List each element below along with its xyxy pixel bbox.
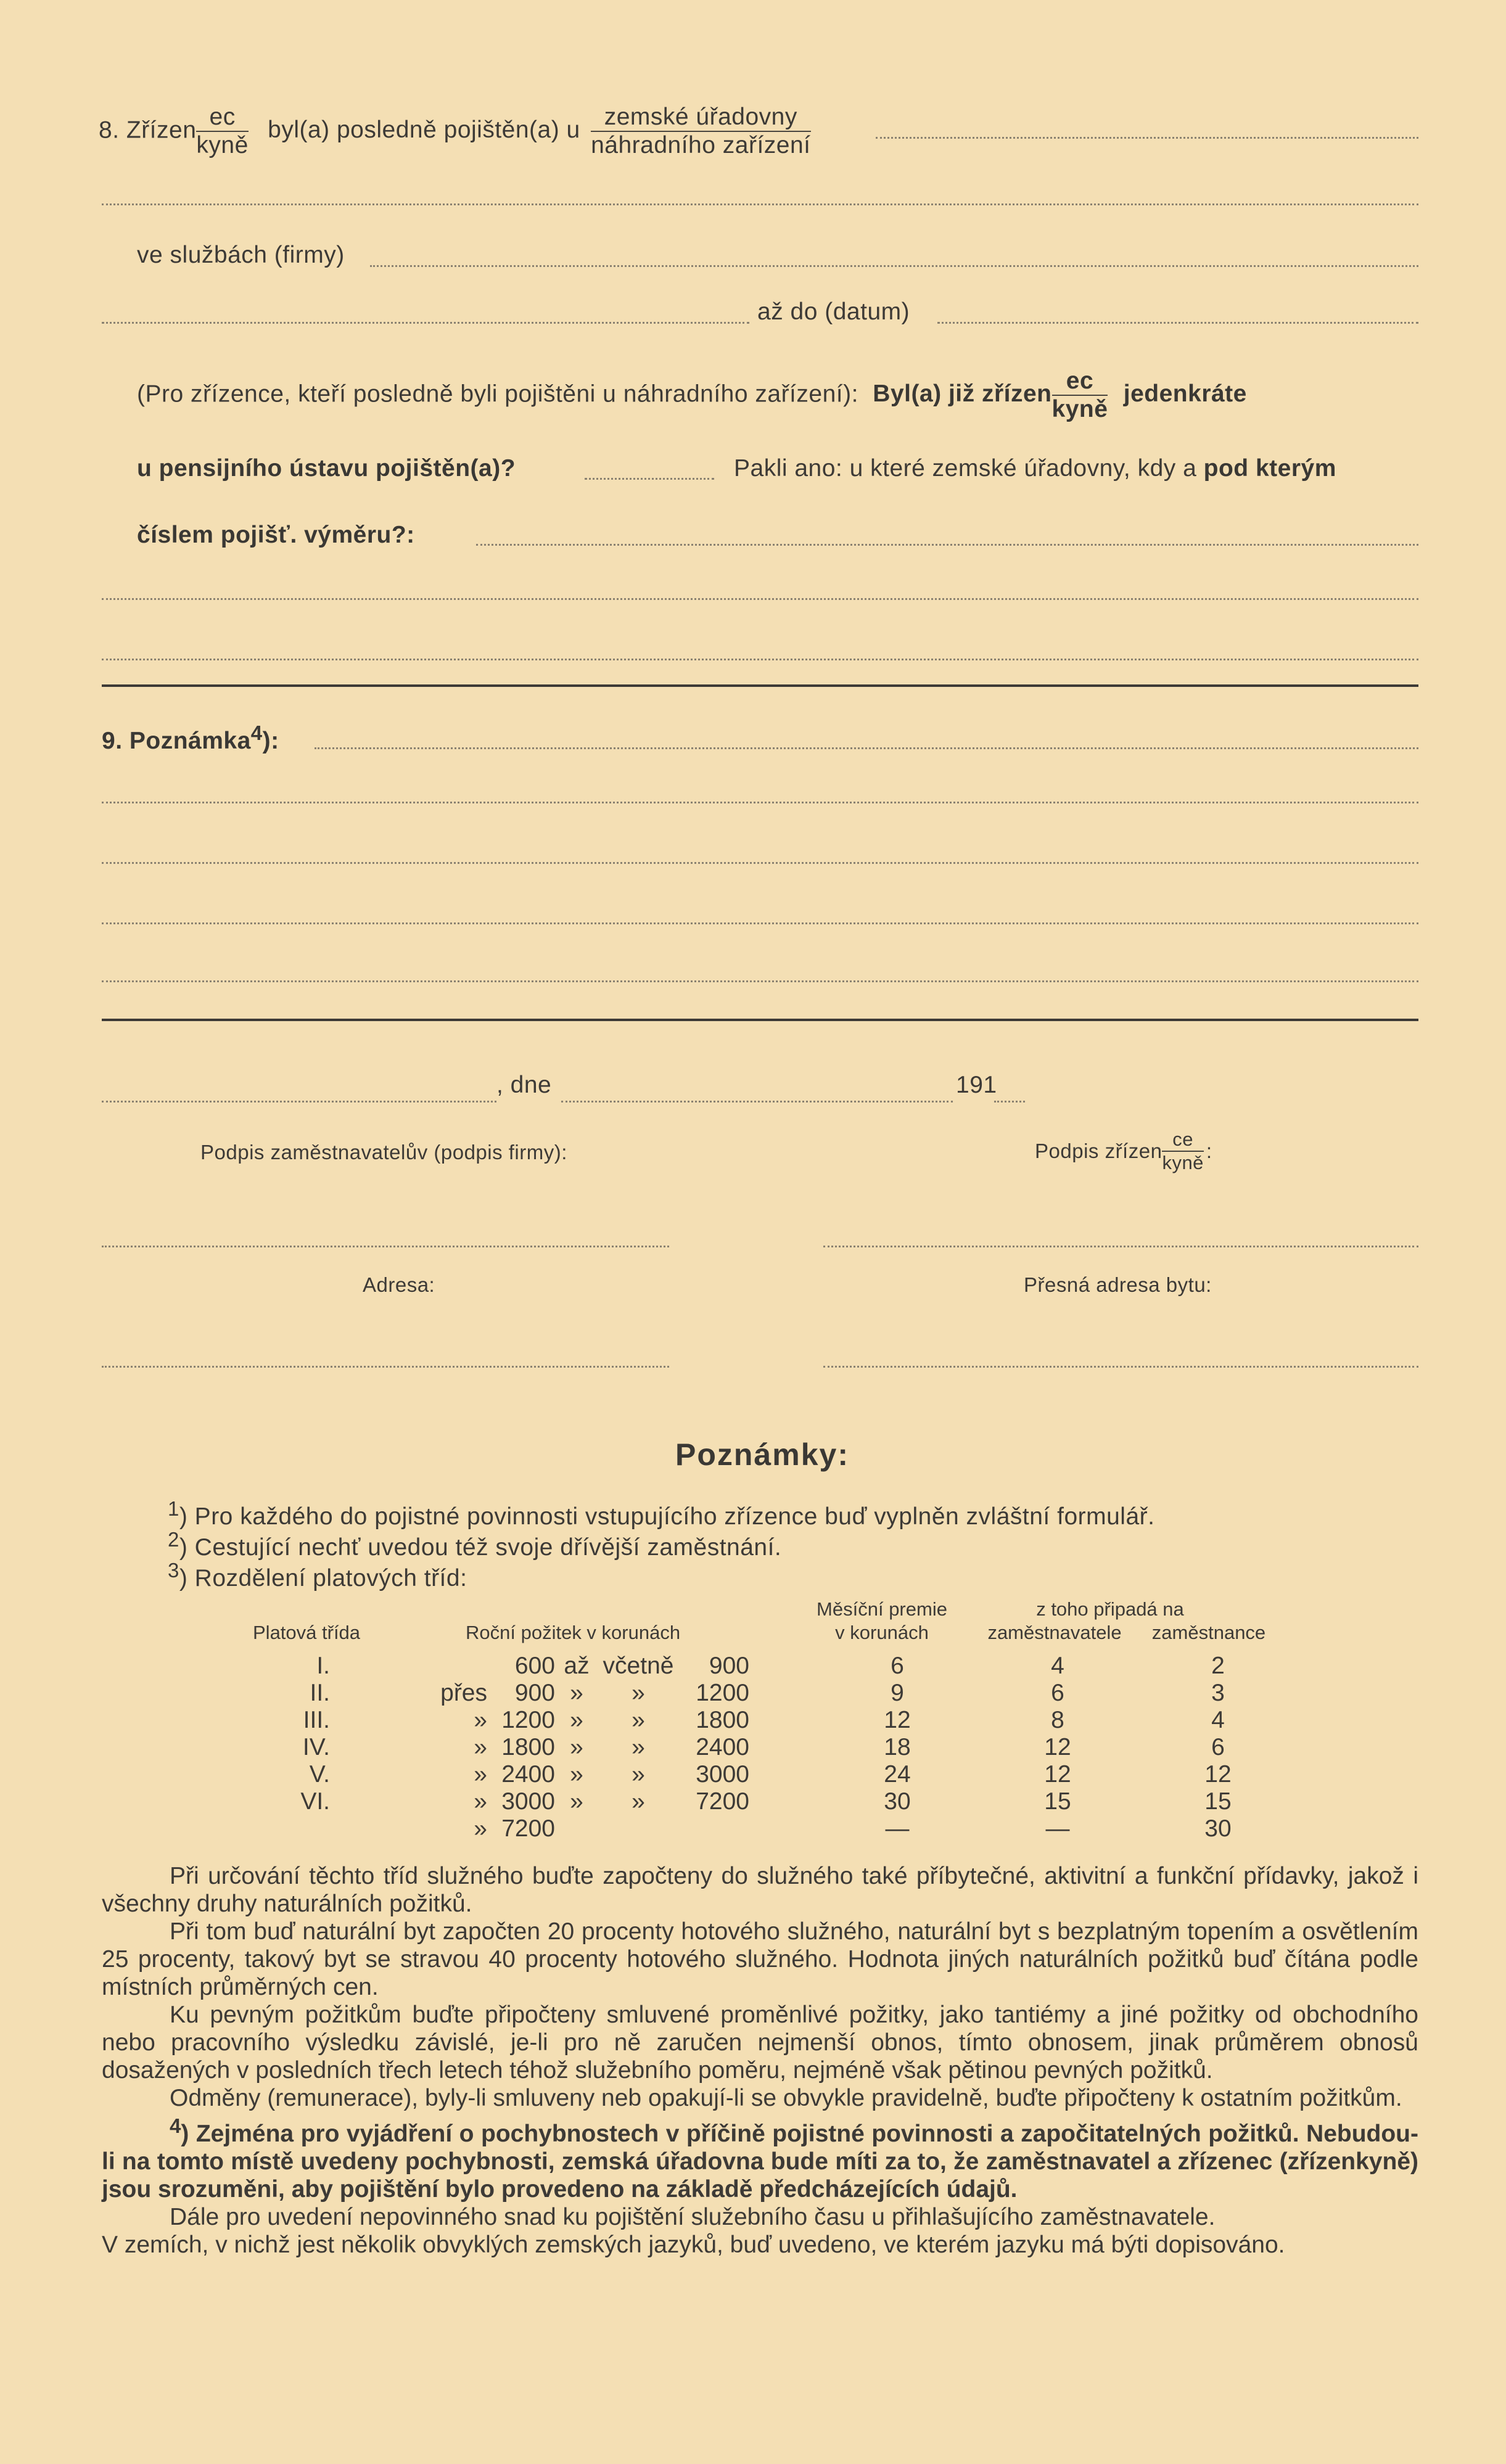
- note-1: [168, 1497, 1154, 1530]
- q8-number-field[interactable]: [476, 544, 1418, 546]
- cell-employer: 8: [1051, 1707, 1064, 1733]
- cell-employee: 6: [1211, 1734, 1225, 1760]
- q8-pension: u pensijního ústavu pojištěn(a)?: [137, 455, 516, 482]
- cell-prefix: »: [474, 1734, 487, 1760]
- note-1-ref: 1: [168, 1497, 179, 1520]
- q8-ifyes-line: [734, 455, 1336, 482]
- section-divider-2: [102, 1019, 1418, 1021]
- q8-pension-field[interactable]: [585, 478, 714, 480]
- q8-until-field[interactable]: [937, 322, 1418, 324]
- cell-sep: »: [570, 1680, 583, 1706]
- q8-fill-line-2[interactable]: [102, 203, 1418, 205]
- cell-sep2: »: [632, 1680, 645, 1706]
- q8-frac2-bot: náhradního zařízení: [591, 132, 811, 158]
- cell-sep: »: [570, 1788, 583, 1815]
- paragraph-6: Dále pro uvedení nepovinného snad ku pojištění služebního času u přihlašujícího zaměstnavatele.: [170, 2204, 1216, 2230]
- year-prefix: 191: [956, 1072, 997, 1098]
- cell-sep: až: [564, 1653, 590, 1679]
- cell-from: 1200: [501, 1707, 555, 1733]
- cell-sep: »: [570, 1734, 583, 1760]
- cell-class: IV.: [302, 1734, 330, 1760]
- section-divider-1: [102, 684, 1418, 687]
- cell-class: VI.: [300, 1788, 330, 1815]
- employee-address-field[interactable]: [823, 1366, 1418, 1368]
- q9-field-4[interactable]: [102, 922, 1418, 924]
- notes-title: Poznámky:: [675, 1437, 849, 1472]
- cell-sep2: včetně: [603, 1653, 674, 1679]
- cell-from: 600: [514, 1653, 555, 1679]
- q8-frac2-top: zemské úřadovny: [591, 104, 810, 132]
- paragraph-5: [102, 2112, 1418, 2203]
- paragraphs: [102, 1862, 1418, 2259]
- cell-sep2: »: [632, 1761, 645, 1788]
- q8-fill-line-3[interactable]: [102, 598, 1418, 600]
- cell-premium: 24: [884, 1761, 911, 1788]
- cell-to: 1800: [696, 1707, 749, 1733]
- q8-until-label: až do (datum): [757, 298, 910, 325]
- paragraph-1: Při určování těchto tříd služného buďte započteny do služného také příbytečné, aktivitní a funkční přídavky, jakož i všechny druhy naturálních požitků.: [102, 1863, 1418, 1917]
- cell-employer: 12: [1044, 1761, 1071, 1788]
- q8-frac3-top: ec: [1052, 368, 1108, 396]
- cell-prefix: »: [474, 1707, 487, 1733]
- cell-employer: —: [1045, 1815, 1070, 1842]
- cell-from: 2400: [501, 1761, 555, 1788]
- note-2-text: ) Cestující nechť uvedou též svoje dřívější zaměstnání.: [179, 1534, 782, 1561]
- th-employee: zaměstnance: [1151, 1622, 1266, 1643]
- q8-service-field[interactable]: [370, 265, 1418, 267]
- q8-lead: Zřízen: [126, 117, 197, 144]
- cell-sep: »: [570, 1707, 583, 1733]
- cell-employer: 6: [1051, 1680, 1064, 1706]
- cell-premium: 6: [891, 1653, 904, 1679]
- q8-frac1-bot: kyně: [196, 132, 249, 158]
- note-2: [168, 1528, 781, 1561]
- dne-label: , dne: [496, 1072, 552, 1098]
- employee-lead: Podpis zřízen: [1035, 1140, 1162, 1162]
- cell-from: 1800: [501, 1734, 555, 1760]
- q8-byl-text: Byl(a) již zřízen: [873, 380, 1052, 408]
- q8-from-field[interactable]: [102, 322, 749, 324]
- q9-tail: ):: [262, 728, 279, 754]
- cell-sep: »: [570, 1761, 583, 1788]
- cell-employer: 12: [1044, 1734, 1071, 1760]
- q8-if-yes: Pakli ano: u které zemské úřadovny, kdy a: [734, 455, 1197, 482]
- q8-number-label: číslem pojišť. výměru?:: [137, 522, 415, 548]
- employee-signature-label: [1035, 1128, 1212, 1174]
- cell-from: 3000: [501, 1788, 555, 1815]
- q9-field-5[interactable]: [102, 980, 1418, 982]
- q8-mid: byl(a) posledně pojištěn(a) u: [268, 117, 580, 144]
- paragraph-7: V zemích, v nichž jest několik obvyklých zemských jazyků, buď uvedeno, ve kterém jazyku má býti dopisováno.: [102, 2232, 1285, 2258]
- q8-gender-fraction: [196, 104, 248, 159]
- q9-label: 9. Poznámka: [102, 728, 251, 754]
- q8-fill-line-1[interactable]: [876, 137, 1418, 139]
- cell-sep2: »: [632, 1788, 645, 1815]
- employee-frac-top: ce: [1162, 1128, 1203, 1152]
- employee-frac-bot: kyně: [1162, 1152, 1204, 1173]
- q9-field-2[interactable]: [102, 802, 1418, 803]
- cell-employee: 15: [1204, 1788, 1232, 1815]
- cell-to: 3000: [696, 1761, 749, 1788]
- q9-footnote-ref: 4: [250, 721, 263, 744]
- cell-class: V.: [309, 1761, 330, 1788]
- q8-number: 8.: [99, 117, 120, 144]
- year-field[interactable]: [994, 1101, 1025, 1103]
- th-split: z toho připadá na: [1036, 1598, 1184, 1620]
- th-class: Platová třída: [253, 1622, 361, 1643]
- q8-pro-text: (Pro zřízence, kteří posledně byli pojištěni u náhradního zařízení):: [137, 380, 858, 408]
- paragraph-3: Ku pevným požitkům buďte připočteny smluvené proměnlivé požitky, jako tantiémy a jiné požitky od obchodního nebo pracovního výsledku závislé, je-li pro ně zaručen nejmenší obnos, tímto obnosem, jinak průměrem obnosů dosažených v posledních třech letech téhož služebního poměru, nejméně však pětinou pevných požitků.: [102, 2002, 1418, 2084]
- cell-class: I.: [316, 1653, 330, 1679]
- cell-premium: —: [885, 1815, 910, 1842]
- th-income: Roční požitek v korunách: [466, 1622, 681, 1643]
- employer-address-field[interactable]: [102, 1366, 669, 1368]
- q9-line: [102, 721, 279, 755]
- exact-address-label: Přesná adresa bytu:: [1024, 1273, 1212, 1296]
- cell-premium: 12: [884, 1707, 911, 1733]
- q8-pension-line: [137, 455, 516, 482]
- q9-field-1[interactable]: [315, 747, 1418, 749]
- cell-class: III.: [303, 1707, 330, 1733]
- note-2-ref: 2: [168, 1528, 179, 1551]
- paragraph-4: Odměny (remunerace), byly-li smluveny neb opakují-li se obvykle pravidelně, buďte připočteny k ostatním požitkům.: [170, 2085, 1402, 2111]
- q8-line1: [99, 104, 811, 159]
- q8-fill-line-4[interactable]: [102, 659, 1418, 660]
- employee-signature-field[interactable]: [823, 1246, 1418, 1247]
- q8-frac1-top: ec: [196, 104, 248, 132]
- q8-once: jedenkráte: [1123, 380, 1247, 408]
- paragraph-5-ref: 4: [170, 2114, 181, 2137]
- cell-employee: 2: [1211, 1653, 1225, 1679]
- cell-prefix: přes: [440, 1680, 487, 1706]
- date-field[interactable]: [561, 1101, 953, 1103]
- cell-from: 900: [514, 1680, 555, 1706]
- cell-employee: 3: [1211, 1680, 1225, 1706]
- employer-signature-label: Podpis zaměstnavatelův (podpis firmy):: [200, 1141, 567, 1164]
- th-premium-2: v korunách: [835, 1622, 929, 1643]
- th-employer: zaměstnavatele: [987, 1622, 1122, 1643]
- cell-class: II.: [310, 1680, 330, 1706]
- employee-gender-fraction: [1162, 1128, 1203, 1174]
- q8-service-label: ve službách (firmy): [137, 242, 345, 268]
- address-label: Adresa:: [363, 1273, 435, 1296]
- paragraph-5-text: ) Zejména pro vyjádření o pochybnostech v příčině pojistné povinnosti a započitatelných požitků. Nebudou-li na tomto místě uvedeny pochybnosti, zemská úřadovna bude míti za to, že zaměstnavatel a zřízenec (zřízenkyně) jsou srozuměni, aby pojištění bylo provedeno na základě předcházejících údajů.: [102, 2121, 1418, 2203]
- cell-premium: 30: [884, 1788, 911, 1815]
- cell-employer: 4: [1051, 1653, 1064, 1679]
- q8-under-which: pod kterým: [1203, 455, 1336, 482]
- cell-employee: 12: [1204, 1761, 1232, 1788]
- cell-from: 7200: [501, 1815, 555, 1842]
- cell-prefix: »: [474, 1815, 487, 1842]
- cell-premium: 18: [884, 1734, 911, 1760]
- cell-premium: 9: [891, 1680, 904, 1706]
- cell-employee: 30: [1204, 1815, 1232, 1842]
- cell-to: 2400: [696, 1734, 749, 1760]
- q8-institution-fraction: [591, 104, 810, 159]
- note-1-text: ) Pro každého do pojistné povinnosti vstupujícího zřízence buď vyplněn zvláštní formulář.: [179, 1503, 1155, 1530]
- q9-field-3[interactable]: [102, 862, 1418, 864]
- note-3: [168, 1559, 467, 1592]
- th-premium-1: Měsíční premie: [817, 1598, 947, 1620]
- cell-to: 1200: [696, 1680, 749, 1706]
- note-3-ref: 3: [168, 1559, 179, 1582]
- employer-signature-field[interactable]: [102, 1246, 669, 1247]
- place-field[interactable]: [102, 1101, 496, 1103]
- cell-employer: 15: [1044, 1788, 1071, 1815]
- cell-to: 900: [709, 1653, 749, 1679]
- q8-substitute-line: [137, 368, 1247, 423]
- employee-tail: :: [1206, 1140, 1212, 1162]
- cell-prefix: »: [474, 1761, 487, 1788]
- paragraph-2: Při tom buď naturální byt započten 20 procenty hotového služného, naturální byt s bezplatným topením a osvětlením 25 procenty, takový byt se stravou 40 procenty hotového služného. Hodnota jiných naturálních požitků buď čítána podle místních průměrných cen.: [102, 1918, 1418, 2000]
- cell-sep2: »: [632, 1734, 645, 1760]
- cell-employee: 4: [1211, 1707, 1225, 1733]
- cell-sep2: »: [632, 1707, 645, 1733]
- cell-to: 7200: [696, 1788, 749, 1815]
- note-3-text: ) Rozdělení platových tříd:: [179, 1565, 467, 1591]
- q8-gender-fraction-2: [1052, 368, 1108, 423]
- cell-prefix: »: [474, 1788, 487, 1815]
- q8-frac3-bot: kyně: [1051, 396, 1108, 422]
